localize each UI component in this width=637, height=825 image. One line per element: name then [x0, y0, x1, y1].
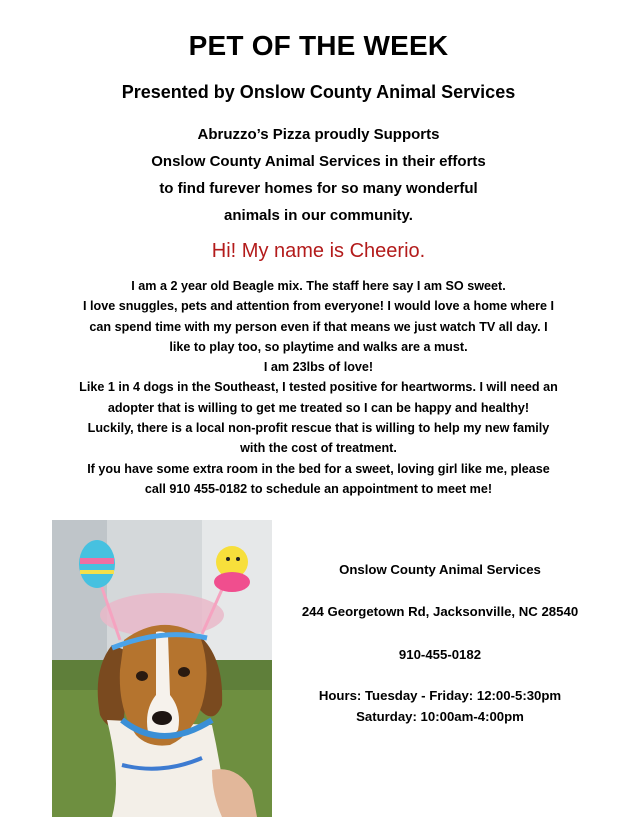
pet-greeting: Hi! My name is Cheerio.: [211, 240, 426, 262]
story-line: If you have some extra room in the bed for a sweet, loving girl like me, please: [87, 461, 550, 476]
hours-saturday: Saturday: 10:00am-4:00pm: [356, 709, 524, 724]
pet-story: [0, 276, 637, 499]
address: 244 Georgetown Rd, Jacksonville, NC 28540: [301, 604, 579, 619]
story-line: I am a 2 year old Beagle mix. The staff here say I am SO sweet.: [131, 279, 506, 293]
story-line: Luckily, there is a local non-profit rescue that is willing to help my new family: [87, 421, 550, 436]
sponsor-line: to find furever homes for so many wonderful: [159, 180, 478, 197]
story-line: can spend time with my person even if that means we just watch TV all day. I: [89, 319, 548, 334]
sponsor-line: animals in our community.: [224, 207, 413, 224]
story-line: Like 1 in 4 dogs in the Southeast, I tested positive for heartworms. I will need an: [79, 380, 558, 395]
sponsor-message: [0, 121, 637, 229]
pet-photo: [52, 520, 272, 817]
phone-number: 910-455-0182: [398, 647, 482, 662]
story-line: I love snuggles, pets and attention from everyone! I would love a home where I: [83, 299, 554, 314]
organization-name: Onslow County Animal Services: [339, 562, 541, 577]
story-line: with the cost of treatment.: [240, 441, 397, 456]
page-subtitle: Presented by Onslow County Animal Services: [121, 82, 516, 102]
hours-weekday: Hours: Tuesday - Friday: 12:00-5:30pm: [318, 688, 562, 703]
story-line: adopter that is willing to get me treated so I can be happy and healthy!: [107, 400, 530, 415]
story-line: call 910 455-0182 to schedule an appointment to meet me!: [144, 481, 493, 496]
story-line: like to play too, so playtime and walks are a must.: [169, 339, 468, 354]
sponsor-line: Onslow County Animal Services in their efforts: [151, 153, 486, 170]
sponsor-line: Abruzzo’s Pizza proudly Supports: [197, 126, 440, 143]
page-title: PET OF THE WEEK: [188, 30, 449, 61]
story-line: I am 23lbs of love!: [263, 360, 374, 375]
